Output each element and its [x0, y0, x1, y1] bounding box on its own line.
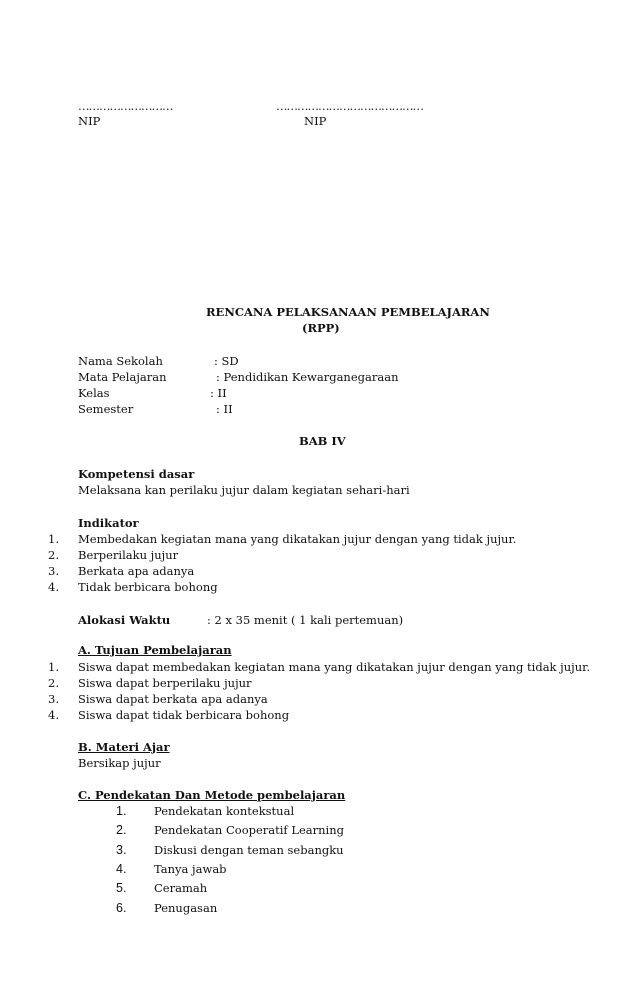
list-number: 2.	[48, 548, 59, 562]
list-number: 4.	[48, 708, 59, 722]
alokasi-value: : 2 x 35 menit ( 1 kali pertemuan)	[207, 613, 404, 627]
list-number: 3.	[48, 692, 59, 706]
tujuan-heading: A. Tujuan Pembelajaran	[78, 643, 232, 657]
list-number: 4.	[48, 580, 59, 594]
identity-value: : II	[216, 402, 233, 416]
kompetensi-text: Melaksana kan perilaku jujur dalam kegiatan sehari-hari	[78, 483, 410, 497]
list-item: Ceramah	[154, 881, 208, 895]
kompetensi-heading: Kompetensi dasar	[78, 467, 195, 481]
alokasi-heading: Alokasi Waktu	[78, 613, 171, 627]
list-item: Tidak berbicara bohong	[78, 580, 218, 594]
identity-value: : II	[210, 386, 227, 400]
list-number: 1.	[48, 660, 59, 674]
list-item: Diskusi dengan teman sebangku	[154, 843, 344, 857]
right-signature-line: ……………………………………	[276, 99, 423, 113]
list-item: Siswa dapat berperilaku jujur	[78, 676, 252, 690]
list-number: 2.	[116, 823, 127, 837]
list-number: 2.	[48, 676, 59, 690]
identity-label: Kelas	[78, 386, 110, 400]
list-number: 4.	[116, 862, 127, 876]
identity-label: Mata Pelajaran	[78, 370, 167, 384]
list-item: Tanya jawab	[154, 862, 227, 876]
left-signature-line: ………………………	[78, 99, 173, 113]
materi-text: Bersikap jujur	[78, 756, 161, 770]
indikator-heading: Indikator	[78, 516, 139, 530]
list-item: Siswa dapat membedakan kegiatan mana yang dikatakan jujur dengan yang tidak jujur.	[78, 660, 591, 674]
list-number: 1.	[116, 804, 127, 818]
left-nip-label: NIP	[78, 114, 101, 128]
list-item: Berperilaku jujur	[78, 548, 179, 562]
list-number: 5.	[116, 881, 127, 895]
right-nip-label: NIP	[304, 114, 327, 128]
pendekatan-heading: C. Pendekatan Dan Metode pembelajaran	[78, 788, 346, 802]
list-number: 3.	[116, 843, 127, 857]
list-item: Berkata apa adanya	[78, 564, 195, 578]
list-item: Siswa dapat tidak berbicara bohong	[78, 708, 290, 722]
document-subtitle: (RPP)	[302, 321, 340, 335]
identity-label: Semester	[78, 402, 134, 416]
list-item: Membedakan kegiatan mana yang dikatakan jujur dengan yang tidak jujur.	[78, 532, 517, 546]
materi-heading: B. Materi Ajar	[78, 740, 170, 754]
list-number: 6.	[116, 901, 127, 915]
identity-value: : SD	[214, 354, 239, 368]
list-number: 1.	[48, 532, 59, 546]
list-item: Pendekatan kontekstual	[154, 804, 295, 818]
list-item: Penugasan	[154, 901, 218, 915]
list-item: Pendekatan Cooperatif Learning	[154, 823, 344, 837]
chapter-heading: BAB IV	[299, 434, 346, 448]
list-number: 3.	[48, 564, 59, 578]
identity-value: : Pendidikan Kewarganegaraan	[216, 370, 399, 384]
list-item: Siswa dapat berkata apa adanya	[78, 692, 268, 706]
document-title: RENCANA PELAKSANAAN PEMBELAJARAN	[206, 305, 490, 319]
identity-label: Nama Sekolah	[78, 354, 163, 368]
